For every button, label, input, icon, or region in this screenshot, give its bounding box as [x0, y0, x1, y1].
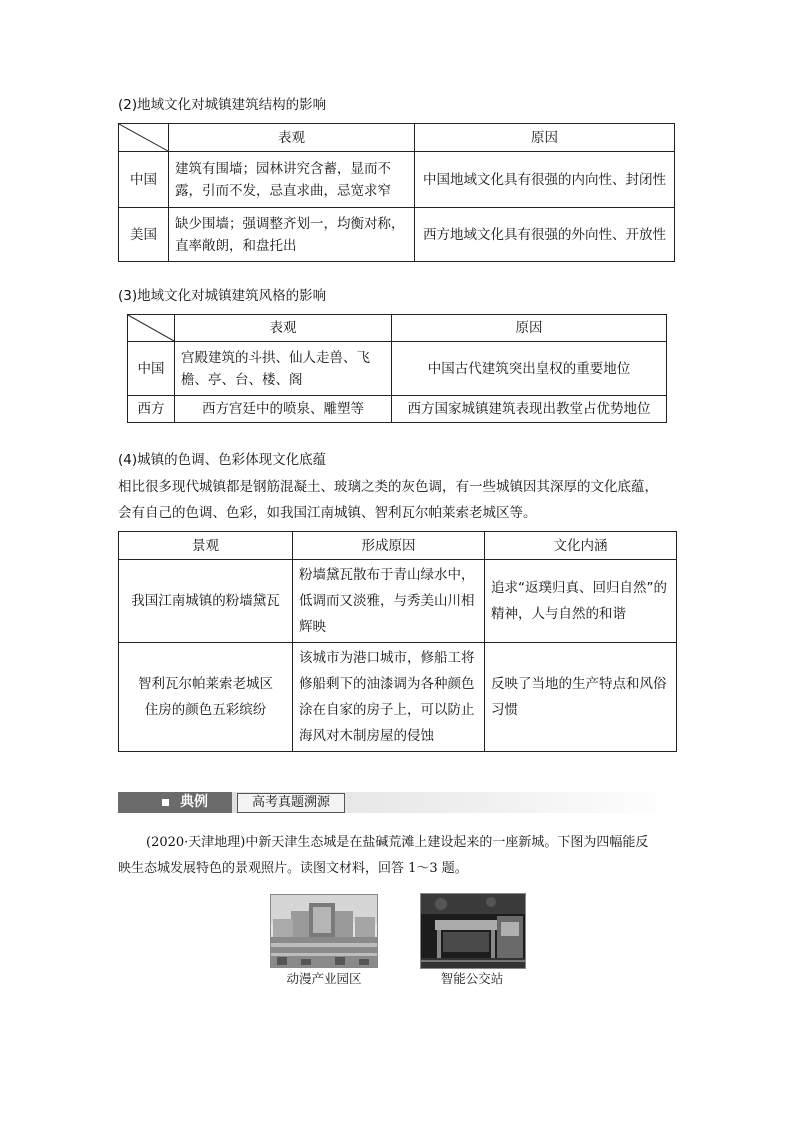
example-banner-label: 典例 [180, 794, 208, 810]
row-appearance: 宫殿建筑的斗拱、仙人走兽、飞檐、亭、台、楼、阁 [175, 342, 392, 396]
diagonal-header-cell [119, 124, 169, 152]
row-reason: 中国地域文化具有很强的内向性、封闭性 [415, 152, 675, 208]
row-landscape: 我国江南城镇的粉墙黛瓦 [119, 560, 293, 643]
section4-paragraph-line1: 相比很多现代城镇都是钢筋混凝土、玻璃之类的灰色调，有一些城镇因其深厚的文化底蕴， [118, 479, 658, 495]
section3-table [127, 314, 667, 423]
row-region: 西方 [128, 396, 175, 423]
row-reason: 中国古代建筑突出皇权的重要地位 [392, 342, 667, 396]
row-region: 中国 [128, 342, 175, 396]
bus-station-photo [420, 893, 526, 969]
row-reason: 西方国家城镇建筑表现出教堂占优势地位 [392, 396, 667, 423]
row-landscape: 智利瓦尔帕莱索老城区住房的颜色五彩缤纷 [119, 643, 293, 752]
section2-heading: (2)地域文化对城镇建筑结构的影响 [118, 97, 327, 113]
example-banner-tab: 高考真题溯源 [237, 793, 345, 813]
section3-heading: (3)地域文化对城镇建筑风格的影响 [118, 288, 327, 304]
row-region: 中国 [119, 152, 169, 208]
column-header: 原因 [392, 315, 667, 342]
row-cause: 粉墙黛瓦散布于青山绿水中，低调而又淡雅，与秀美山川相辉映 [293, 560, 485, 643]
bullet-square-icon [162, 799, 169, 806]
column-header: 景观 [119, 532, 293, 560]
row-meaning: 追求“返璞归真、回归自然”的精神，人与自然的和谐 [485, 560, 677, 643]
row-appearance: 西方宫廷中的喷泉、雕塑等 [175, 396, 392, 423]
industrial-park-photo [270, 894, 378, 968]
row-cause: 该城市为港口城市，修船工将修船剩下的油漆调为各种颜色涂在自家的房子上，可以防止海风对木制房屋的侵蚀 [293, 643, 485, 752]
example-banner-label-bg [118, 792, 232, 813]
question-line1: (2020·天津地理)中新天津生态城是在盐碱荒滩上建设起来的一座新城。下图为四幅能反 [146, 835, 649, 850]
diagonal-header-cell [128, 315, 175, 342]
row-appearance: 建筑有围墙；园林讲究含蓄，显而不露，引而不发，忌直求曲，忌宽求窄 [169, 152, 415, 208]
row-reason: 西方地域文化具有很强的外向性、开放性 [415, 208, 675, 262]
column-header: 表观 [175, 315, 392, 342]
section4-paragraph-line2: 会有自己的色调、色彩，如我国江南城镇、智利瓦尔帕莱索老城区等。 [118, 505, 537, 521]
photo-caption: 智能公交站 [440, 971, 504, 986]
column-header: 原因 [415, 124, 675, 152]
row-appearance: 缺少围墙；强调整齐划一，均衡对称，直率敞朗，和盘托出 [169, 208, 415, 262]
row-meaning: 反映了当地的生产特点和风俗习惯 [485, 643, 677, 752]
column-header: 形成原因 [293, 532, 485, 560]
section2-table [118, 123, 675, 262]
photo-caption: 动漫产业园区 [286, 971, 362, 986]
section4-table [118, 531, 677, 752]
section4-heading: (4)城镇的色调、色彩体现文化底蕴 [118, 452, 327, 468]
column-header: 表观 [169, 124, 415, 152]
question-line2: 映生态城发展特色的景观照片。读图文材料，回答 1～3 题。 [118, 861, 468, 876]
row-region: 美国 [119, 208, 169, 262]
column-header: 文化内涵 [485, 532, 677, 560]
